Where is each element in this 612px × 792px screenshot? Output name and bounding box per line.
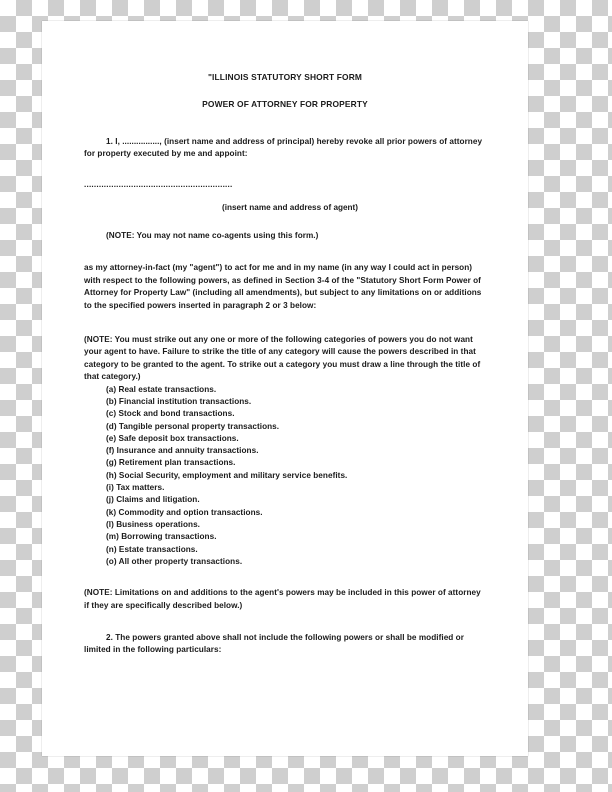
note-no-co-agents: (NOTE: You may not name co-agents using this form.) xyxy=(106,231,319,241)
note-limitations: (NOTE: Limitations on and additions to the agent's powers may be included in this power of attorney if they are specifically described below.) xyxy=(84,588,481,610)
list-item: (g) Retirement plan transactions. xyxy=(106,458,236,468)
list-item: (h) Social Security, employment and military service benefits. xyxy=(106,470,348,480)
list-item: (n) Estate transactions. xyxy=(106,544,198,554)
document-title-line-2: POWER OF ATTORNEY FOR PROPERTY xyxy=(202,99,368,110)
list-item: (l) Business operations. xyxy=(106,519,201,529)
powers-list xyxy=(84,384,486,568)
document-body xyxy=(42,21,528,657)
list-item: (k) Commodity and option transactions. xyxy=(106,507,263,517)
list-item: (a) Real estate transactions. xyxy=(106,384,217,394)
paragraph-power-limitations: 2. The powers granted above shall not include the following powers or shall be modified or limited in the following particulars: xyxy=(84,632,464,655)
paragraph-revoke-appoint: 1. I, ................, (insert name and address of principal) hereby revoke all prior powers of attorney for property executed by me and appoint: xyxy=(84,136,483,159)
list-item: (d) Tangible personal property transactions. xyxy=(106,421,280,431)
paragraph-attorney-in-fact: as my attorney-in-fact (my "agent") to act for me and in my name (in any way I could act in person) with respect to the following powers, as defined in Section 3-4 of the "Statutory Short Form Power of Attorney for Property Law" (including all amendments), but subject to any limitations on or additions to the specified powers inserted in paragraph 2 or 3 below: xyxy=(84,263,482,310)
note-strike-categories: (NOTE: You must strike out any one or more of the following categories of powers you do not want your agent to have. Failure to strike the title of any category will cause the powers described in that category to be granted to the agent. To strike out a category you must draw a line through the title of that category.) xyxy=(84,335,481,382)
list-item: (j) Claims and litigation. xyxy=(106,495,200,505)
agent-caption: (insert name and address of agent) xyxy=(221,202,359,212)
list-item: (c) Stock and bond transactions. xyxy=(106,409,235,419)
list-item: (b) Financial institution transactions. xyxy=(106,396,252,406)
document-title-line-1: "ILLINOIS STATUTORY SHORT FORM xyxy=(207,72,363,82)
list-item: (o) All other property transactions. xyxy=(106,556,243,566)
list-item: (f) Insurance and annuity transactions. xyxy=(106,446,259,456)
list-item: (m) Borrowing transactions. xyxy=(106,532,217,542)
document-page xyxy=(42,21,528,756)
list-item: (e) Safe deposit box transactions. xyxy=(106,433,239,443)
list-item: (i) Tax matters. xyxy=(106,483,165,493)
agent-blank-line: ............................................................ xyxy=(84,179,233,189)
